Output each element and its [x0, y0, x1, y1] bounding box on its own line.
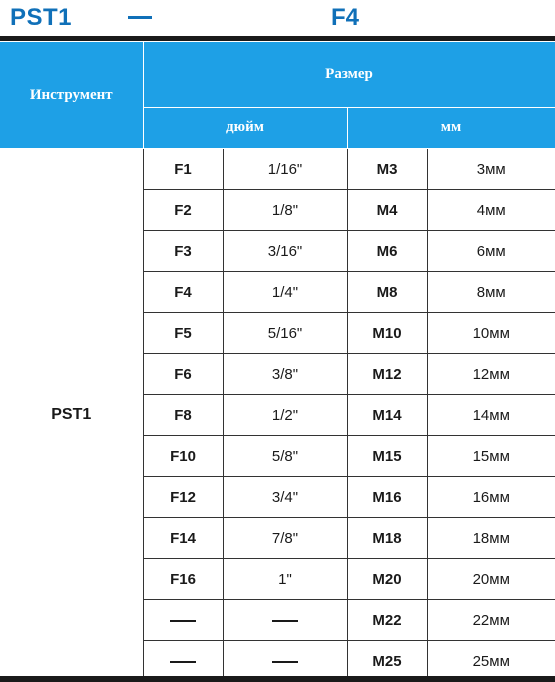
column-header-tool: Инструмент: [0, 42, 143, 149]
metric-code-cell: M6: [347, 231, 427, 272]
inch-size-cell: 5/8": [223, 436, 347, 477]
empty-dash: [272, 661, 298, 663]
size-table: [0, 41, 555, 682]
fitting-code-cell: F2: [143, 190, 223, 231]
inch-size-cell: 7/8": [223, 518, 347, 559]
mm-size-cell: 14мм: [427, 395, 555, 436]
mm-size-cell: 15мм: [427, 436, 555, 477]
metric-code-cell: M10: [347, 313, 427, 354]
inch-size-cell: 1": [223, 559, 347, 600]
mm-size-cell: 25мм: [427, 641, 555, 682]
fitting-code-cell: F14: [143, 518, 223, 559]
inch-size-cell: 3/4": [223, 477, 347, 518]
fitting-code-cell: F1: [143, 149, 223, 190]
header-tool-title: PST1: [10, 4, 73, 31]
fitting-code-cell: F8: [143, 395, 223, 436]
metric-code-cell: M4: [347, 190, 427, 231]
inch-size-cell: 1/16": [223, 149, 347, 190]
mm-size-cell: 16мм: [427, 477, 555, 518]
header-dash: [128, 16, 152, 19]
header-size-title: F4: [331, 4, 360, 31]
fitting-code-cell: F5: [143, 313, 223, 354]
fitting-code-cell: [143, 600, 223, 641]
metric-code-cell: M16: [347, 477, 427, 518]
metric-code-cell: M14: [347, 395, 427, 436]
metric-code-cell: M12: [347, 354, 427, 395]
empty-dash: [170, 620, 196, 622]
metric-code-cell: M25: [347, 641, 427, 682]
column-header-mm: мм: [347, 107, 555, 148]
fitting-code-cell: [143, 641, 223, 682]
mm-size-cell: 4мм: [427, 190, 555, 231]
column-header-size: Размер: [143, 42, 555, 108]
fitting-code-cell: F16: [143, 559, 223, 600]
metric-code-cell: M8: [347, 272, 427, 313]
empty-dash: [170, 661, 196, 663]
inch-size-cell: 3/8": [223, 354, 347, 395]
inch-size-cell: 1/4": [223, 272, 347, 313]
metric-code-cell: M3: [347, 149, 427, 190]
column-header-inch: дюйм: [143, 107, 347, 148]
inch-size-cell: 5/16": [223, 313, 347, 354]
empty-dash: [272, 620, 298, 622]
table-body: [0, 149, 555, 682]
inch-size-cell: 3/16": [223, 231, 347, 272]
mm-size-cell: 8мм: [427, 272, 555, 313]
inch-size-cell: [223, 600, 347, 641]
metric-code-cell: M22: [347, 600, 427, 641]
fitting-code-cell: F6: [143, 354, 223, 395]
metric-code-cell: M20: [347, 559, 427, 600]
bottom-rule: [0, 676, 555, 682]
fitting-code-cell: F12: [143, 477, 223, 518]
inch-size-cell: 1/8": [223, 190, 347, 231]
mm-size-cell: 18мм: [427, 518, 555, 559]
fitting-code-cell: F4: [143, 272, 223, 313]
mm-size-cell: 3мм: [427, 149, 555, 190]
page-header: [0, 0, 555, 38]
inch-size-cell: [223, 641, 347, 682]
mm-size-cell: 20мм: [427, 559, 555, 600]
fitting-code-cell: F10: [143, 436, 223, 477]
table-row: [0, 149, 555, 190]
mm-size-cell: 12мм: [427, 354, 555, 395]
metric-code-cell: M15: [347, 436, 427, 477]
mm-size-cell: 22мм: [427, 600, 555, 641]
inch-size-cell: 1/2": [223, 395, 347, 436]
tool-name-cell: PST1: [0, 149, 143, 682]
fitting-code-cell: F3: [143, 231, 223, 272]
metric-code-cell: M18: [347, 518, 427, 559]
mm-size-cell: 6мм: [427, 231, 555, 272]
mm-size-cell: 10мм: [427, 313, 555, 354]
